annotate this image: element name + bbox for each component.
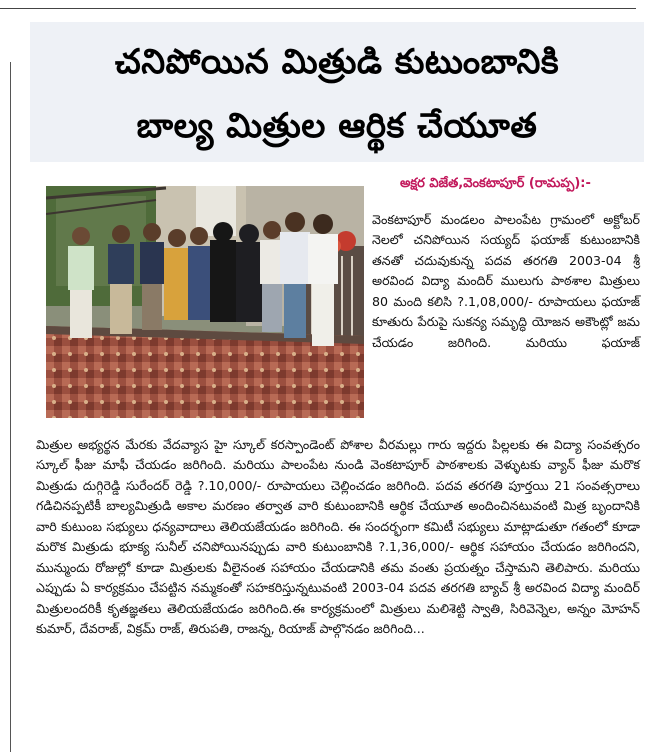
- headline-line-2: బాల్య మిత్రుల ఆర్థిక చేయూత: [136, 106, 538, 146]
- column-divider-line: [10, 62, 11, 752]
- headline-line-1: చనిపోయిన మిత్రుడి కుటుంబానికి: [114, 42, 560, 82]
- headline-panel: [30, 22, 644, 162]
- byline: అక్షర విజేత,వెంకటాపూర్ (రామప్ప):-: [400, 176, 591, 191]
- article-body-column: వెంకటాపూర్ మండలం పాలంపేట గ్రామంలో అక్టోబర్ నెలలో చనిపోయిన సయ్యద్ ఫయాజ్ కుటుంబానికి తనతో చదువుకున్న పదవ తరగతి 2003-04 శ్రీ అరవింద విద్యా మందిర్ ములుగు పాఠశాల మిత్రులు 80 మంది కలిసి ?.1,08,000/- రూపాయలు ఫయాజ్ కూతురు పేరుపై సుకన్య సమృద్ధి యోజన అకౌంట్లో జమ చేయడం జరిగింది. మరియు ఫయాజ్: [372, 211, 640, 350]
- top-divider-line: [0, 8, 636, 9]
- article-body-continuation: మిత్రుల అభ్యర్థన మేరకు వేదవ్యాస హై స్కూల్ కరస్పాండెంట్ పోశాల వీరమల్లు గారు ఇద్దరు పిల్లలకు ఈ విద్యా సంవత్సరం స్కూల్ ఫీజు మాఫీ చేయడం జరిగింది. మరియు పాలంపేట నుండి వెంకటాపూర్ పాఠశాలకు వెళ్ళుటకు వ్యాన్ ఫీజు మరొక మిత్రుడు దుగ్గిరెడ్డి సురేందర్ రెడ్డి ?.10,000/- రూపాయలు చెల్లించడం జరిగింది. పదవ తరగతి పూర్తయి 21 సంవత్సరాలు గడిచినప్పటికీ బాల్యమిత్రుడి అకాల మరణం తర్వాత వారి కుటుంబానికి ఆర్థిక చేయూత అందించినటువంటి మిత్ర బృందానికి వారి కుటుంబ సభ్యులు ధన్యవాదాలు తెలియజేయడం జరిగింది. ఈ సందర్భంగా కమిటీ సభ్యులు మాట్లాడుతూ గతంలో కూడా మరొక మిత్రుడు భూక్య సునీల్ చనిపోయినప్పుడు వారి కుటుంబానికి ?.1,36,000/- ఆర్థిక సహాయం చేయడం జరిగిందని, మున్ముందు రోజుల్లో కూడా మిత్రులకు వీలైనంత సహాయం చేయడానికి తమ వంతు ప్రయత్నం చేస్తామని తెలిపారు. మరియు ఎప్పుడు ఏ కార్యక్రమం చేపట్టిన నమ్మకంతో సహకరిస్తున్నటువంటి 2003-04 పదవ తరగతి బ్యాచ్ శ్రీ అరవింద విద్యా మందిర్ మిత్రులందరికీ కృతజ్ఞతలు తెలియజేయడం జరిగింది.ఈ కార్యక్రమంలో మిత్రులు మలిశెట్టి స్వాతి, సిరివెన్నెల, అన్నం మోహన్ కుమార్, దేవరాజ్, విక్రమ్ రాజ్, తిరుపతి, రాజన్న, రియాజ్ పాల్గొనడం జరిగింది...: [36, 436, 640, 637]
- article-photo: [46, 186, 364, 418]
